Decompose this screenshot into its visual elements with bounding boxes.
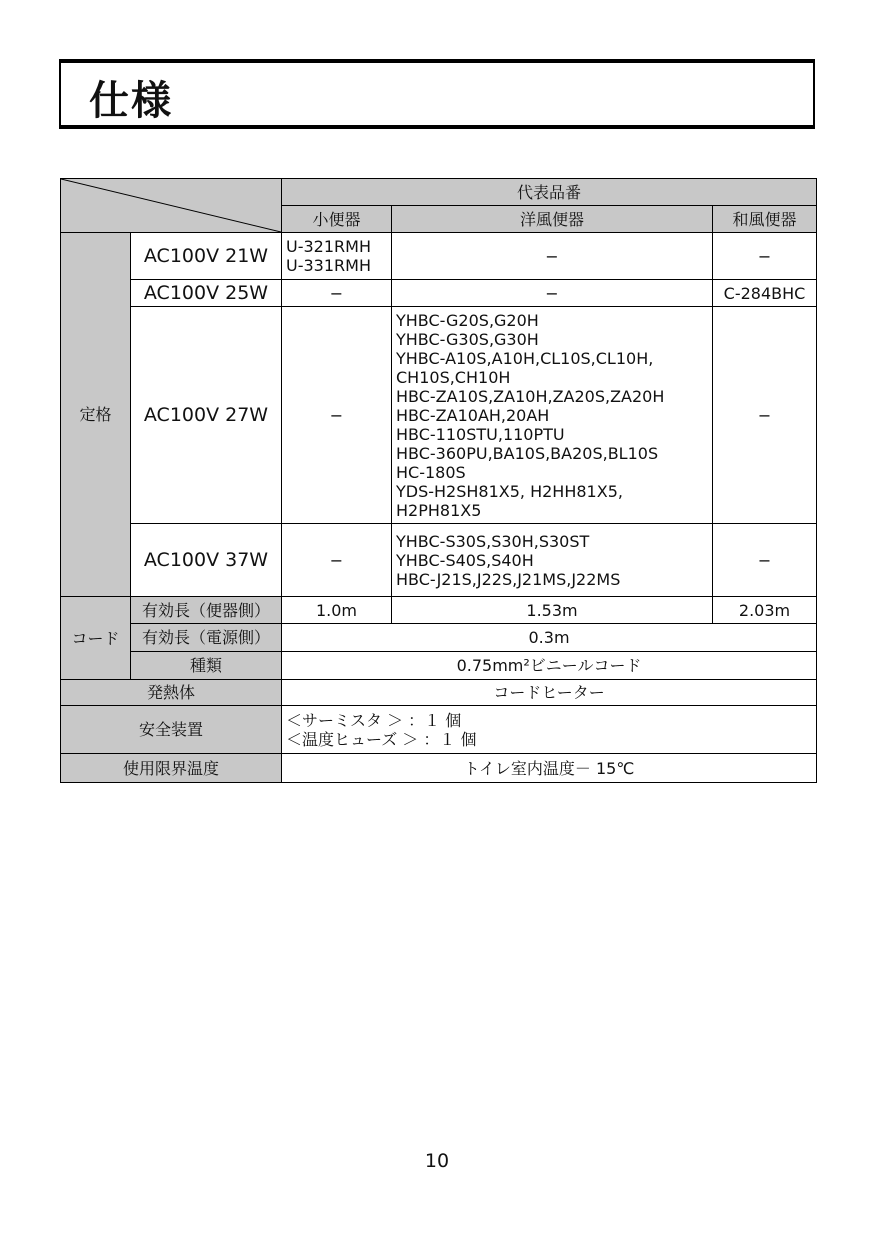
model-line: YHBC-G30S,G30H (396, 329, 539, 349)
cord-toilet-japanese: 2.03m (713, 597, 817, 624)
rating-spec: AC100V 21W (131, 233, 282, 280)
model-line: YDS-H2SH81X5, H2HH81X5, (396, 481, 623, 501)
header-col-western: 洋風便器 (392, 206, 713, 233)
model-line: YHBC-G20S,G20H (396, 310, 539, 330)
header-col-japanese: 和風便器 (713, 206, 817, 233)
diagonal-line (61, 179, 281, 232)
cord-type-value: 0.75mm²ビニールコード (282, 652, 817, 680)
temp-limit-value: トイレ室内温度－ 15℃ (282, 754, 817, 783)
cord-toilet-western: 1.53m (392, 597, 713, 624)
safety-label: 安全装置 (61, 706, 282, 754)
model-line: YHBC-S40S,S40H (396, 550, 534, 570)
model-line: HBC-ZA10AH,20AH (396, 405, 550, 425)
model-line: HBC-110STU,110PTU (396, 424, 565, 444)
page-title: 仕様 (89, 78, 173, 124)
rating-small-cell: − (282, 280, 392, 307)
rating-western-cell (392, 524, 713, 597)
model-line: CH10S,CH10H (396, 367, 511, 387)
model-line: YHBC-S30S,S30H,S30ST (396, 531, 590, 551)
model-line: HBC-ZA10S,ZA10H,ZA20S,ZA20H (396, 386, 665, 406)
rating-japanese-cell: − (713, 524, 817, 597)
model-line: U-331RMH (286, 256, 371, 275)
rating-japanese-cell: C-284BHC (713, 280, 817, 307)
rating-spec: AC100V 27W (131, 307, 282, 524)
safety-value (282, 706, 817, 754)
header-col-small: 小便器 (282, 206, 392, 233)
model-line: U-321RMH (286, 237, 371, 256)
cord-power-value: 0.3m (282, 624, 817, 652)
safety-line: ＜温度ヒューズ ＞ ：１ 個 (286, 729, 477, 749)
rating-western-cell: − (392, 280, 713, 307)
rating-label: 定格 (61, 233, 131, 597)
header-group: 代表品番 (282, 179, 817, 206)
cord-label: コード (61, 597, 131, 680)
rating-small-cell: − (282, 307, 392, 524)
safety-line: ＜サーミスタ ＞ ：１ 個 (286, 710, 462, 730)
rating-small-cell: − (282, 524, 392, 597)
model-line: HBC-J21S,J22S,J21MS,J22MS (396, 569, 621, 589)
cord-toilet-small: 1.0m (282, 597, 392, 624)
heater-label: 発熱体 (61, 680, 282, 706)
temp-limit-label: 使用限界温度 (61, 754, 282, 783)
header-corner (61, 179, 282, 233)
model-line: HBC-360PU,BA10S,BA20S,BL10S (396, 443, 659, 463)
title-box (59, 59, 815, 129)
rating-western-cell: − (392, 233, 713, 280)
model-line: H2PH81X5 (396, 500, 482, 520)
model-line: YHBC-A10S,A10H,CL10S,CL10H, (396, 348, 654, 368)
rating-western-cell (392, 307, 713, 524)
heater-value: コードヒーター (282, 680, 817, 706)
model-line: HC-180S (396, 462, 466, 482)
cord-type-label: 種類 (131, 652, 282, 680)
rating-japanese-cell: − (713, 233, 817, 280)
cord-power-side-label: 有効長（電源側） (131, 624, 282, 652)
page-number: 10 (424, 1150, 450, 1172)
spec-table (60, 178, 817, 783)
rating-spec: AC100V 37W (131, 524, 282, 597)
rating-japanese-cell: − (713, 307, 817, 524)
cord-toilet-side-label: 有効長（便器側） (131, 597, 282, 624)
rating-small-cell (282, 233, 392, 280)
rating-spec: AC100V 25W (131, 280, 282, 307)
